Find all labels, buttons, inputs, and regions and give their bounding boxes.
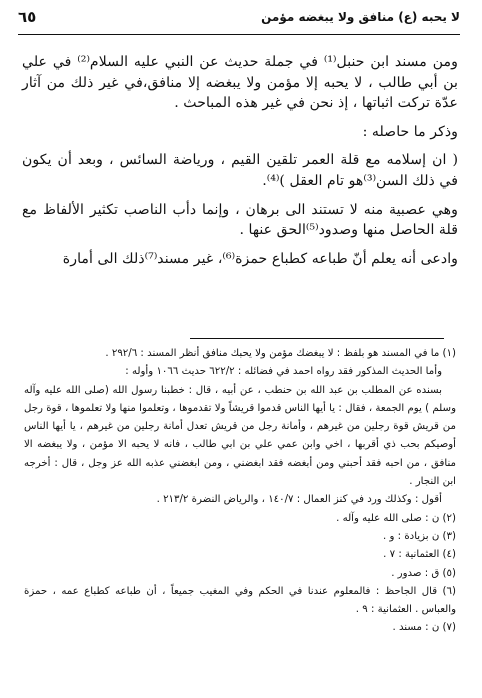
main-text [22,52,458,269]
footnote: (٧) ن : مسند . [392,622,456,634]
paragraph: وذكر ما حاصله : [362,123,458,140]
footnote: (٤) العثمانية : ٧ . [383,549,456,561]
footnote: (٦) قال الجاحظ : فالمعلوم عندنا في الحكم وفي المغيب جميعاً ، أن طباعه كطباع عمه ، حمزة والعباس . العثمانية : ٩ . [24,585,456,616]
paragraph: وادعى أنه يعلم أنّ طباعه كطباع حمزة⁽⁶⁾، غير مسند⁽⁷⁾ذلك الى أمارة [62,250,458,267]
footnote: (٢) ن : صلى الله عليه وآله . [336,512,456,524]
footnotes [24,345,456,638]
footnote-separator [190,338,444,339]
footnote: (١) ما في المسند هو بلفظ : لا يبغضك مؤمن ولا يحبك منافق أنظر المسند : ٢٩٢/٦ . [105,348,456,359]
page-number: ٦٥ [18,8,37,26]
paragraph: وهي عصبية منه لا تستند الى برهان ، وإنما دأب الناصب تكثير الألفاظ مع قلة الحاصل منها وصدود⁽⁵⁾الحق عنها . [22,201,458,239]
header-title: لا يحبه (ع) منافق ولا يبغضه مؤمن [261,10,460,24]
footnote: (٥) ق : صدور . [391,567,456,579]
paragraph: ومن مسند ابن حنبل⁽¹⁾ في جملة حديث عن النبي عليه السلام⁽²⁾ في علي بن أبي طالب ، لا يحبه إلا مؤمن ولا يبغضه إلا منافق،في غير ذلك من آثار عدّة تركت اثباتها ، إذ نحن في غير هذه المباحث . [22,54,458,112]
running-header [18,8,460,35]
paragraph: ( ان إسلامه مع قلة العمر تلقين القيم ، ورياضة السائس ، وبعد أن يكون في ذلك السن⁽³⁾هو تام العقل )⁽⁴⁾. [22,152,458,189]
footnote: أقول : وكذلك ورد في كنز العمال : ١٤٠/٧ ، والرياض النضرة ٢١٣/٢ . [156,494,442,506]
footnote: بسنده عن المطلب بن عبد الله بن حنطب ، عن أبيه ، قال : خطبنا رسول الله (صلى الله عليه وآله وسلم ) يوم الجمعة ، فقال : يا أيها الناس قدموا قريشاً ولا تقدموها ، وتعلموا منها ولا تعلموها ، قوة رجل من قريش قوة رجلين من غيرهم ، وأمانة رجل من قريش تعدل أمانة رجلين من غيرهم ، يا أيها الناس أوصيكم بحب ذي أقربها ، اخي وابن عمي علي بن ابي طالب ، فانه لا يحبه الا مؤمن ، ولا يبغضه الا منافق ، من احبه فقد أحبني ومن أبغضه فقد ابغضني ، ومن ابغضني عذبه الله عز وجل ، قال : أخرجه ابن النجار . [24,384,456,488]
footnote: وأما الحديث المذكور فقد رواه احمد في فضائله : ٦٢٢/٢ حديث ١٠٦٦ وأوله : [125,366,442,378]
footnote: (٣) ن بزيادة : و . [383,530,456,542]
